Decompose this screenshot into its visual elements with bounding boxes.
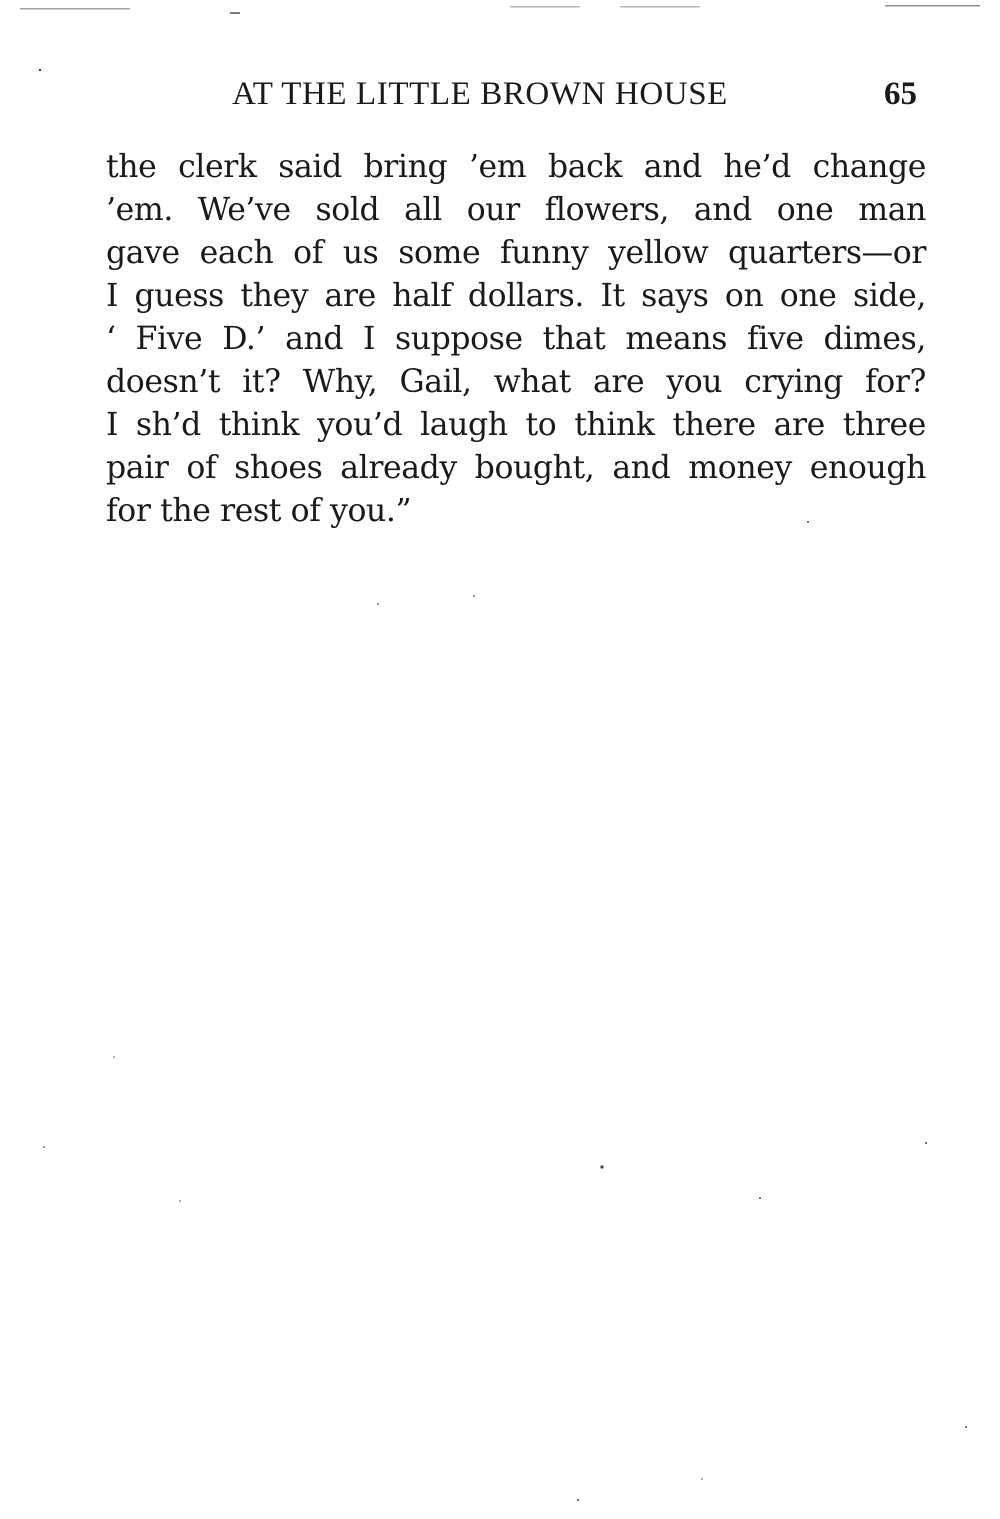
text-line: gave each of us some funny yellow quarters—or <box>106 235 926 271</box>
text-line: I sh’d think you’d laugh to think there are three <box>106 407 926 443</box>
body-paragraph <box>106 146 926 533</box>
text-line: ‘ Five D.’ and I suppose that means five dimes, <box>106 321 926 357</box>
text-line: ’em. We’ve sold all our flowers, and one man <box>106 192 926 228</box>
running-title: AT THE LITTLE BROWN HOUSE <box>232 76 728 112</box>
text-line: the clerk said bring ’em back and he’d change <box>106 149 926 185</box>
text-line: doesn’t it? Why, Gail, what are you crying for? <box>106 364 926 400</box>
running-head <box>0 72 1000 120</box>
text-line: I guess they are half dollars. It says on one side, <box>106 278 926 314</box>
page-number: 65 <box>884 76 917 112</box>
text-line: for the rest of you.” <box>106 493 412 529</box>
text-line: pair of shoes already bought, and money enough <box>106 450 926 486</box>
